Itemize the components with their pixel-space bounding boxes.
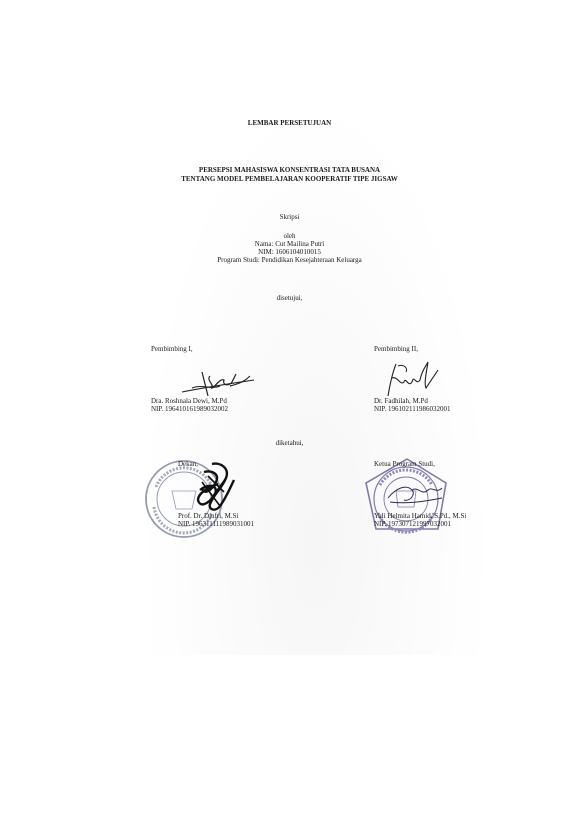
dean-name: Prof. Dr. Djufri, M.Si <box>178 512 239 520</box>
page-title: LEMBAR PERSETUJUAN <box>247 119 332 127</box>
advisor1-name: Dra. Roshnala Dewi, M.Pd <box>151 397 227 405</box>
dean-nip: NIP. 196311111989031001 <box>178 520 254 528</box>
advisor1-signature <box>172 366 264 400</box>
study-program: Program Studi: Pendidikan Kesejahteraan Keluarga <box>217 256 362 264</box>
student-name: Nama: Cut Mailina Putri <box>254 240 325 248</box>
advisor2-name: Dr. Fadhilah, M.Pd <box>374 397 428 405</box>
program-head-signature <box>382 476 448 508</box>
advisor2-signature <box>378 356 448 400</box>
approved-label: disetujui, <box>276 294 303 302</box>
advisor2-role: Pembimbing II, <box>374 345 418 353</box>
acknowledged-label: diketahui, <box>275 439 304 447</box>
program-head-name: Yuli Helmita Hamid, S.Pd., M.Si <box>374 512 467 520</box>
by-label: oleh <box>283 232 296 240</box>
advisor1-nip: NIP. 196410161989032002 <box>151 405 229 413</box>
student-nim: NIM: 1606104010015 <box>258 248 321 256</box>
dean-role: Dekan, <box>178 460 199 468</box>
advisor1-role: Pembimbing I, <box>151 345 193 353</box>
program-head-role: Ketua Program Studi, <box>374 460 435 468</box>
thesis-title-line2: TENTANG MODEL PEMBELAJARAN KOOPERATIF TIPE JIGSAW <box>181 175 398 183</box>
thesis-title-line1: PERSEPSI MAHASISWA KONSENTRASI TATA BUSANA <box>198 166 381 174</box>
advisor2-nip: NIP. 196102111986032001 <box>374 405 451 413</box>
document-type: Skripsi <box>279 213 300 221</box>
program-head-nip: NIP. 197307121997032001 <box>374 520 452 528</box>
